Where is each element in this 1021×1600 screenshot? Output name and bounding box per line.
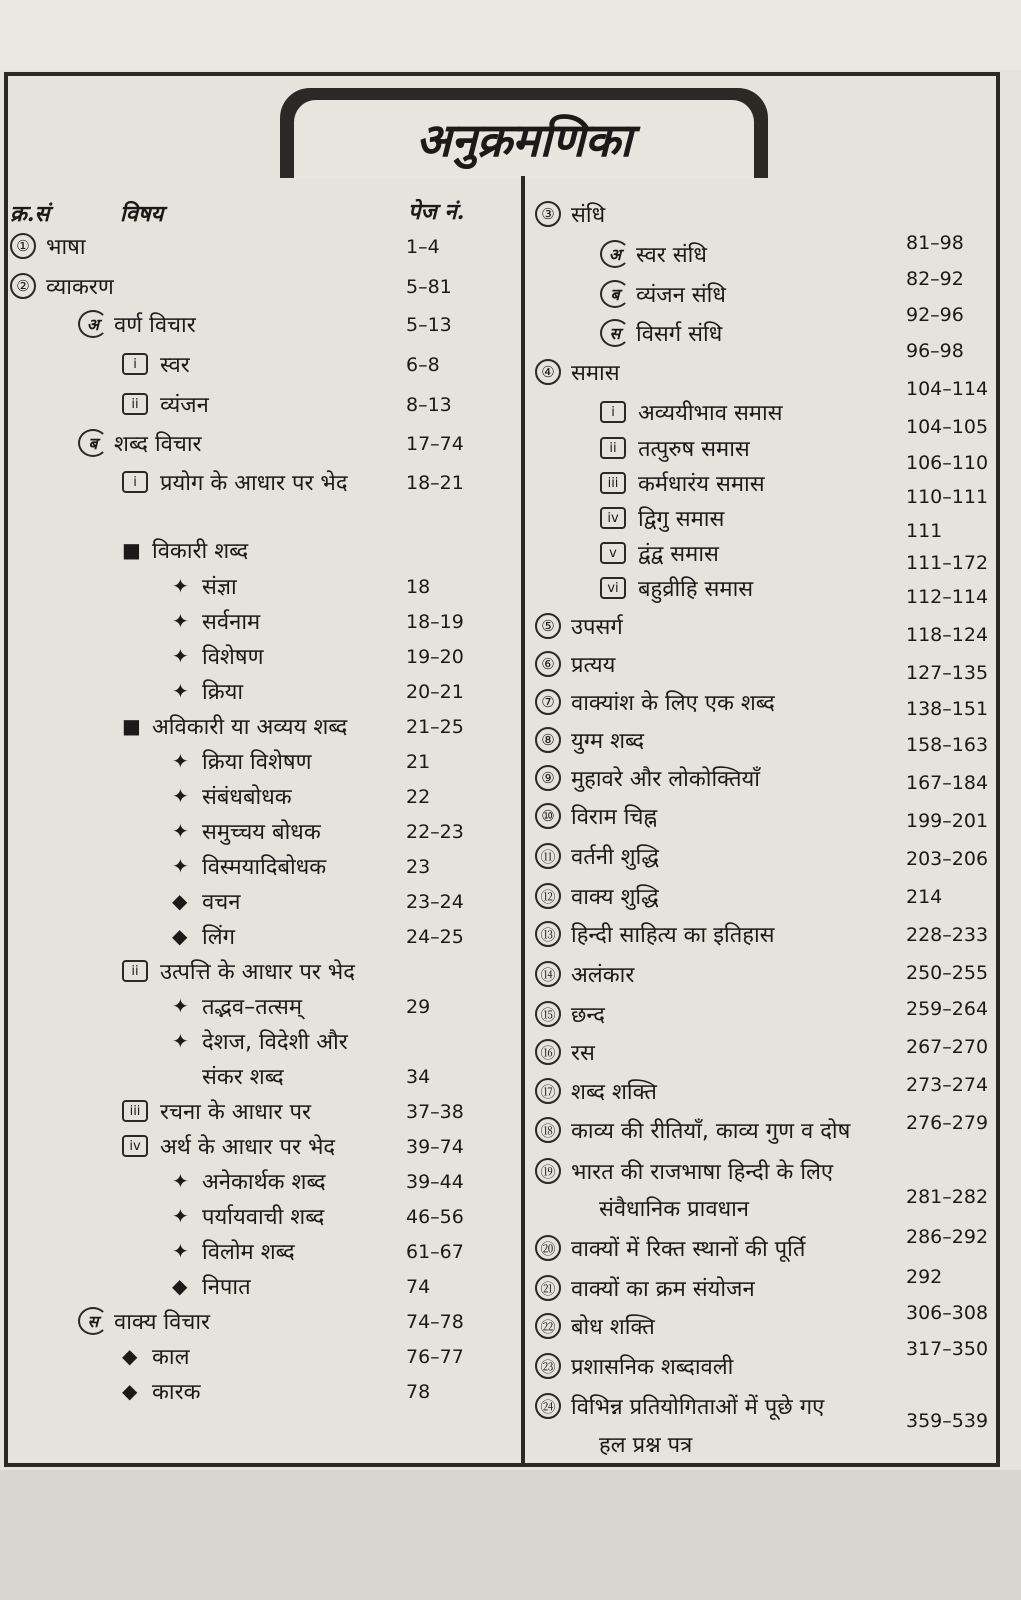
- index-entry: [599, 1428, 692, 1460]
- entry-page-number: 104–105: [906, 416, 989, 438]
- index-entry: [535, 958, 634, 990]
- index-entry: [172, 850, 326, 882]
- entry-title: हिन्दी साहित्य का इतिहास: [571, 923, 775, 948]
- entry-title: प्रयोग के आधार पर भेद: [160, 471, 348, 496]
- entry-title: युग्म शब्द: [571, 729, 645, 754]
- number-badge: ④: [535, 359, 561, 385]
- entry-page-number: 276–279: [906, 1112, 989, 1134]
- index-entry: [535, 1114, 850, 1146]
- header-page: पेज नं.: [408, 199, 465, 225]
- index-entry: [122, 466, 348, 498]
- entry-title: संवैधानिक प्रावधान: [599, 1197, 750, 1222]
- index-entry: [172, 745, 312, 777]
- index-entry: [535, 724, 644, 756]
- entry-title: विलोम शब्द: [202, 1240, 295, 1265]
- entry-title: विशेषण: [202, 645, 264, 670]
- entry-page-number: 74–78: [406, 1311, 464, 1333]
- entry-title: समास: [571, 361, 620, 386]
- index-entry: [535, 1075, 657, 1107]
- section-letter-badge: स: [78, 1307, 108, 1335]
- bullet-icon: ✦: [172, 1204, 189, 1228]
- entry-page-number: 359–539: [906, 1410, 989, 1432]
- entry-page-number: 74: [406, 1276, 431, 1298]
- bullet-icon: ◆: [172, 1274, 188, 1298]
- index-entry: [600, 467, 765, 499]
- index-entry: [600, 278, 726, 310]
- index-entry: [599, 1192, 749, 1224]
- entry-page-number: 106–110: [906, 452, 989, 474]
- entry-title: अव्ययीभाव समास: [638, 401, 783, 426]
- entry-title: विसर्ग संधि: [636, 322, 723, 347]
- entry-title: बोध शक्ति: [571, 1315, 655, 1340]
- entry-title: शब्द शक्ति: [571, 1080, 657, 1105]
- number-badge: ⑤: [535, 613, 561, 639]
- entry-page-number: 111: [906, 520, 943, 542]
- entry-page-number: 111–172: [906, 552, 989, 574]
- number-badge: ㉒: [535, 1313, 561, 1339]
- number-badge: ⑫: [535, 883, 561, 909]
- bullet-icon: ✦: [172, 1239, 189, 1263]
- entry-title: विभिन्न प्रतियोगिताओं में पूछे गए: [571, 1395, 825, 1420]
- index-entry: [10, 270, 114, 302]
- entry-page-number: 228–233: [906, 924, 989, 946]
- index-entry: [600, 238, 707, 270]
- index-entry: [535, 1390, 824, 1422]
- index-entry: [600, 432, 750, 464]
- index-entry: [535, 356, 620, 388]
- entry-page-number: 259–264: [906, 998, 989, 1020]
- entry-page-number: 286–292: [906, 1226, 989, 1248]
- index-entry: [122, 710, 347, 742]
- number-badge: ⑳: [535, 1235, 561, 1261]
- entry-title: वर्ण विचार: [114, 313, 196, 338]
- entry-title: विराम चिह्न: [571, 805, 658, 830]
- page-background-top: [0, 0, 1021, 70]
- bullet-icon: ✦: [172, 819, 189, 843]
- entry-page-number: 82–92: [906, 268, 964, 290]
- section-letter-badge: अ: [600, 240, 630, 268]
- entry-title: प्रशासनिक शब्दावली: [571, 1355, 734, 1380]
- section-letter-badge: ब: [600, 280, 630, 308]
- number-badge: ②: [10, 273, 36, 299]
- index-entry: [535, 1310, 655, 1342]
- entry-title: सर्वनाम: [202, 610, 261, 635]
- index-entry: [535, 918, 775, 950]
- entry-page-number: 46–56: [406, 1206, 464, 1228]
- roman-numeral-box: vi: [600, 577, 626, 599]
- entry-page-number: 23: [406, 856, 431, 878]
- entry-page-number: 158–163: [906, 734, 989, 756]
- entry-title: संज्ञा: [202, 575, 237, 600]
- entry-title: तद्भव–तत्सम्: [202, 995, 302, 1020]
- entry-page-number: 112–114: [906, 586, 989, 608]
- entry-page-number: 22: [406, 786, 431, 808]
- entry-title: विस्मयादिबोधक: [202, 855, 327, 880]
- index-entry: [122, 1340, 190, 1372]
- entry-title: संकर शब्द: [202, 1065, 284, 1090]
- entry-page-number: 118–124: [906, 624, 989, 646]
- bullet-icon: ✦: [172, 854, 189, 878]
- bullet-icon: ◆: [172, 889, 188, 913]
- entry-title: द्विगु समास: [638, 507, 725, 532]
- entry-title: अर्थ के आधार पर भेद: [160, 1135, 336, 1160]
- index-entry: [535, 198, 605, 230]
- index-entry: [535, 762, 760, 794]
- index-entry: [600, 502, 724, 534]
- entry-page-number: 34: [406, 1066, 431, 1088]
- header-serial: क्र.सं: [10, 201, 50, 227]
- entry-title: भाषा: [46, 235, 86, 260]
- page-background-bottom: [0, 1470, 1021, 1600]
- entry-title: व्यंजन: [160, 393, 209, 418]
- index-entry: [10, 230, 86, 262]
- number-badge: ⑰: [535, 1078, 561, 1104]
- roman-numeral-box: i: [122, 471, 148, 493]
- section-letter-badge: स: [600, 319, 630, 347]
- number-badge: ⑪: [535, 843, 561, 869]
- index-entry: [600, 537, 719, 569]
- index-entry: [172, 605, 260, 637]
- index-entry: [535, 648, 615, 680]
- number-badge: ⑯: [535, 1039, 561, 1065]
- index-entry: [122, 348, 190, 380]
- entry-title: द्वंद्व समास: [638, 542, 719, 567]
- index-entry: [535, 800, 657, 832]
- number-badge: ⑭: [535, 961, 561, 987]
- number-badge: ③: [535, 201, 561, 227]
- entry-title: वाक्यांश के लिए एक शब्द: [571, 691, 775, 716]
- entry-title: देशज, विदेशी और: [202, 1030, 348, 1055]
- index-entry: [172, 1270, 251, 1302]
- entry-page-number: 214: [906, 886, 943, 908]
- entry-title: हल प्रश्न पत्र: [599, 1433, 693, 1458]
- entry-page-number: 250–255: [906, 962, 989, 984]
- number-badge: ⑨: [535, 765, 561, 791]
- number-badge: ⑩: [535, 803, 561, 829]
- entry-title: समुच्चय बोधक: [202, 820, 321, 845]
- index-entry: [172, 990, 302, 1022]
- entry-title: क्रिया विशेषण: [202, 750, 312, 775]
- index-entry: [172, 570, 237, 602]
- index-entry: [122, 1375, 201, 1407]
- index-entry: [172, 920, 235, 952]
- entry-page-number: 24–25: [406, 926, 464, 948]
- entry-title: रस: [571, 1041, 595, 1066]
- bullet-icon: ✦: [172, 574, 189, 598]
- entry-page-number: 76–77: [406, 1346, 464, 1368]
- bullet-icon: ✦: [172, 784, 189, 808]
- index-entry: [600, 572, 753, 604]
- entry-page-number: 267–270: [906, 1036, 989, 1058]
- entry-title: अनेकार्थक शब्द: [202, 1170, 326, 1195]
- index-entry: [172, 815, 321, 847]
- entry-page-number: 19–20: [406, 646, 464, 668]
- entry-page-number: 104–114: [906, 378, 989, 400]
- bullet-icon: ✦: [172, 644, 189, 668]
- entry-page-number: 167–184: [906, 772, 989, 794]
- roman-numeral-box: iv: [122, 1135, 148, 1157]
- index-entry: [172, 675, 243, 707]
- entry-page-number: 23–24: [406, 891, 464, 913]
- number-badge: ⑧: [535, 727, 561, 753]
- bullet-icon: ■: [122, 538, 141, 562]
- number-badge: ⑮: [535, 1001, 561, 1027]
- entry-page-number: 21–25: [406, 716, 464, 738]
- entry-page-number: 22–23: [406, 821, 464, 843]
- index-entry: [202, 1060, 284, 1092]
- entry-title: भारत की राजभाषा हिन्दी के लिए: [571, 1160, 834, 1185]
- bullet-icon: ◆: [172, 924, 188, 948]
- bullet-icon: ◆: [122, 1344, 138, 1368]
- entry-page-number: 110–111: [906, 486, 989, 508]
- entry-page-number: 29: [406, 996, 431, 1018]
- entry-title: व्यंजन संधि: [636, 283, 726, 308]
- column-divider: [521, 176, 525, 1466]
- index-entry: [172, 640, 264, 672]
- entry-title: संधि: [571, 203, 606, 228]
- index-entry: [600, 396, 783, 428]
- index-entry: [535, 840, 659, 872]
- entry-title: संबंधबोधक: [202, 785, 292, 810]
- entry-title: छन्द: [571, 1003, 605, 1028]
- roman-numeral-box: iii: [122, 1100, 148, 1122]
- bullet-icon: ✦: [172, 1029, 189, 1053]
- number-badge: ㉓: [535, 1353, 561, 1379]
- bullet-icon: ✦: [172, 679, 189, 703]
- index-entry: [122, 1130, 335, 1162]
- entry-title: तत्पुरुष समास: [638, 437, 750, 462]
- index-entry: [172, 1165, 326, 1197]
- number-badge: ⑦: [535, 689, 561, 715]
- entry-title: अलंकार: [571, 963, 635, 988]
- entry-page-number: 18: [406, 576, 431, 598]
- entry-title: मुहावरे और लोकोक्तियाँ: [571, 767, 760, 792]
- number-badge: ㉔: [535, 1393, 561, 1419]
- index-entry: [600, 317, 722, 349]
- index-entry: [78, 427, 202, 459]
- index-entry: [122, 388, 209, 420]
- index-entry: [535, 880, 659, 912]
- entry-page-number: 37–38: [406, 1101, 464, 1123]
- index-entry: [535, 610, 623, 642]
- index-entry: [535, 1036, 595, 1068]
- bullet-icon: ✦: [172, 994, 189, 1018]
- entry-page-number: 5–13: [406, 314, 452, 336]
- number-badge: ⑥: [535, 651, 561, 677]
- entry-page-number: 8–13: [406, 394, 452, 416]
- entry-page-number: 281–282: [906, 1186, 989, 1208]
- entry-page-number: 78: [406, 1381, 431, 1403]
- roman-numeral-box: i: [122, 353, 148, 375]
- index-entry: [172, 885, 240, 917]
- index-entry: [122, 955, 355, 987]
- entry-title: वाक्य शुद्धि: [571, 885, 659, 910]
- index-entry: [535, 1232, 805, 1264]
- number-badge: ⑬: [535, 921, 561, 947]
- index-entry: [535, 998, 605, 1030]
- index-entry: [535, 1272, 755, 1304]
- roman-numeral-box: ii: [600, 437, 626, 459]
- entry-title: वचन: [202, 890, 241, 915]
- page-title: अनुक्रमणिका: [416, 113, 632, 167]
- section-letter-badge: अ: [78, 310, 108, 338]
- entry-title: निपात: [202, 1275, 251, 1300]
- index-entry: [172, 780, 292, 812]
- entry-title: रचना के आधार पर: [160, 1100, 311, 1125]
- index-entry: [535, 1350, 733, 1382]
- index-frame: [4, 72, 1000, 1467]
- index-entry: [122, 534, 248, 566]
- entry-page-number: 273–274: [906, 1074, 989, 1096]
- entry-page-number: 317–350: [906, 1338, 989, 1360]
- entry-page-number: 92–96: [906, 304, 964, 326]
- roman-numeral-box: iii: [600, 472, 626, 494]
- entry-title: काल: [152, 1345, 190, 1370]
- index-entry: [172, 1200, 324, 1232]
- entry-page-number: 39–44: [406, 1171, 464, 1193]
- roman-numeral-box: iv: [600, 507, 626, 529]
- entry-title: काव्य की रीतियाँ, काव्य गुण व दोष: [571, 1119, 851, 1144]
- bullet-icon: ✦: [172, 1169, 189, 1193]
- index-entry: [172, 1025, 348, 1057]
- entry-page-number: 127–135: [906, 662, 989, 684]
- entry-page-number: 21: [406, 751, 431, 773]
- header-topic: विषय: [120, 201, 164, 227]
- entry-page-number: 20–21: [406, 681, 464, 703]
- bullet-icon: ■: [122, 714, 141, 738]
- entry-page-number: 18–19: [406, 611, 464, 633]
- entry-page-number: 6–8: [406, 354, 440, 376]
- number-badge: ⑱: [535, 1117, 561, 1143]
- entry-title: वाक्य विचार: [114, 1310, 211, 1335]
- entry-title: वर्तनी शुद्धि: [571, 845, 659, 870]
- index-entry: [122, 1095, 311, 1127]
- number-badge: ⑲: [535, 1158, 561, 1184]
- entry-page-number: 96–98: [906, 340, 964, 362]
- entry-page-number: 292: [906, 1266, 943, 1288]
- entry-title: वाक्यों में रिक्त स्थानों की पूर्ति: [571, 1237, 806, 1262]
- index-entry: [535, 686, 775, 718]
- entry-title: स्वर संधि: [636, 243, 707, 268]
- number-badge: ①: [10, 233, 36, 259]
- entry-page-number: 306–308: [906, 1302, 989, 1324]
- title-box: [294, 100, 754, 178]
- bullet-icon: ✦: [172, 609, 189, 633]
- entry-page-number: 1–4: [406, 236, 440, 258]
- entry-title: प्रत्यय: [571, 653, 616, 678]
- index-entry: [172, 1235, 295, 1267]
- entry-title: बहुव्रीहि समास: [638, 577, 754, 602]
- entry-page-number: 138–151: [906, 698, 989, 720]
- entry-title: शब्द विचार: [114, 432, 202, 457]
- entry-title: कर्मधारंय समास: [638, 472, 765, 497]
- entry-title: लिंग: [202, 925, 236, 950]
- entry-title: कारक: [152, 1380, 201, 1405]
- entry-title: वाक्यों का क्रम संयोजन: [571, 1277, 755, 1302]
- roman-numeral-box: ii: [122, 393, 148, 415]
- entry-title: विकारी शब्द: [152, 539, 249, 564]
- roman-numeral-box: ii: [122, 960, 148, 982]
- entry-page-number: 5–81: [406, 276, 452, 298]
- index-entry: [535, 1155, 833, 1187]
- index-entry: [78, 308, 196, 340]
- entry-title: व्याकरण: [46, 275, 114, 300]
- entry-page-number: 39–74: [406, 1136, 464, 1158]
- entry-title: उत्पत्ति के आधार पर भेद: [160, 960, 355, 985]
- entry-page-number: 81–98: [906, 232, 964, 254]
- entry-title: पर्यायवाची शब्द: [202, 1205, 325, 1230]
- entry-page-number: 61–67: [406, 1241, 464, 1263]
- section-letter-badge: ब: [78, 429, 108, 457]
- entry-title: क्रिया: [202, 680, 244, 705]
- index-entry: [78, 1305, 210, 1337]
- entry-title: अविकारी या अव्यय शब्द: [152, 715, 348, 740]
- entry-title: स्वर: [160, 353, 190, 378]
- entry-page-number: 17–74: [406, 433, 464, 455]
- entry-page-number: 18–21: [406, 472, 464, 494]
- bullet-icon: ◆: [122, 1379, 138, 1403]
- entry-page-number: 203–206: [906, 848, 989, 870]
- roman-numeral-box: i: [600, 401, 626, 423]
- roman-numeral-box: v: [600, 542, 626, 564]
- bullet-icon: ✦: [172, 749, 189, 773]
- number-badge: ㉑: [535, 1275, 561, 1301]
- entry-page-number: 199–201: [906, 810, 989, 832]
- entry-title: उपसर्ग: [571, 615, 623, 640]
